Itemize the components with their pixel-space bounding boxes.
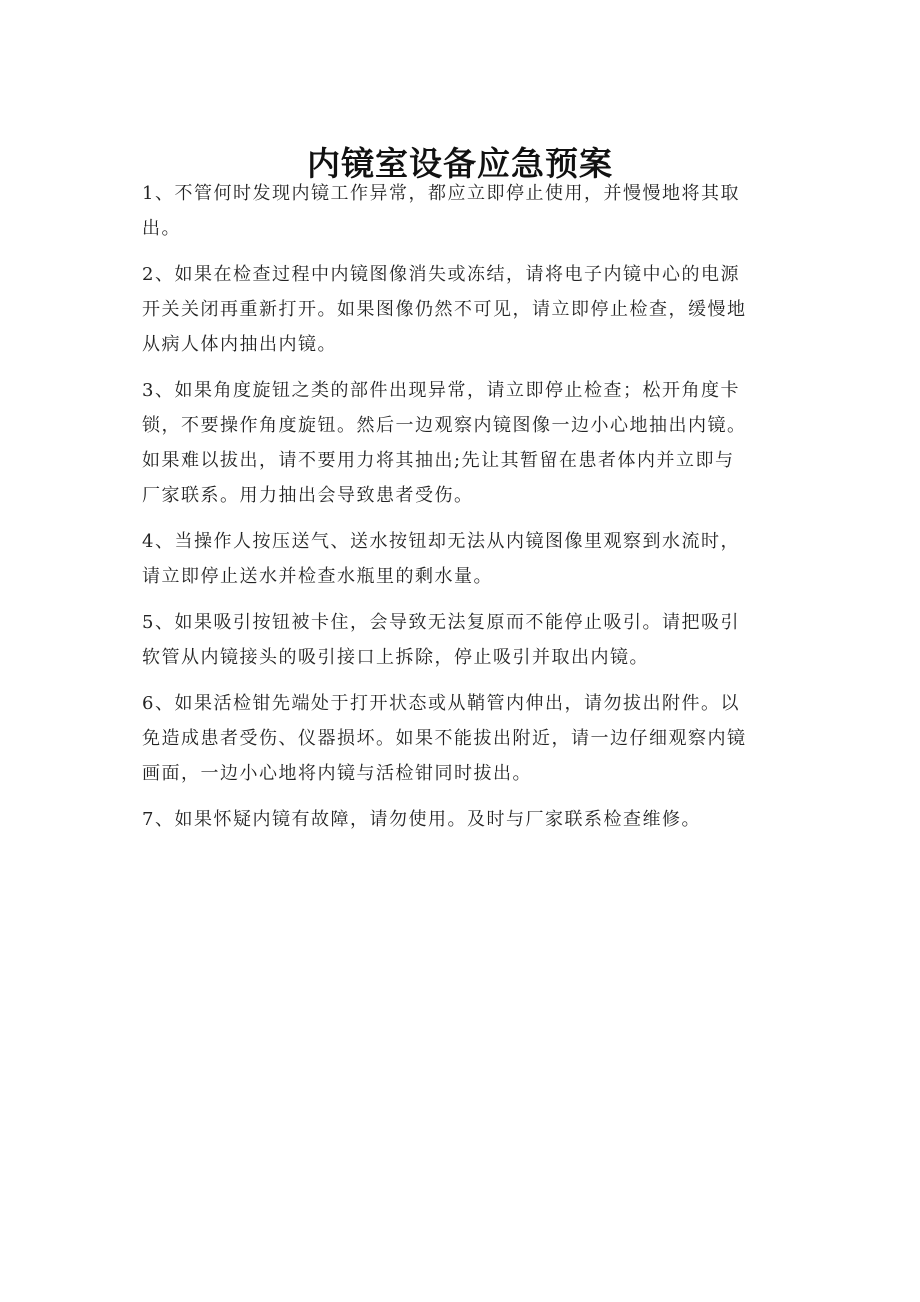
paragraph-7	[142, 802, 812, 837]
paragraph-line: 画面，一边小心地将内镜与活检钳同时拔出。	[142, 763, 532, 784]
paragraph-line: 出。	[142, 218, 181, 239]
paragraph-line: 3、如果角度旋钮之类的部件出现异常，请立即停止检查；松开角度卡	[142, 380, 740, 401]
paragraph-3	[142, 373, 812, 513]
paragraph-line: 4、当操作人按压送气、送水按钮却无法从内镜图像里观察到水流时，	[142, 531, 740, 552]
paragraph-line: 软管从内镜接头的吸引接口上拆除，停止吸引并取出内镜。	[142, 647, 649, 668]
document-body	[142, 176, 812, 848]
paragraph-line: 免造成患者受伤、仪器损坏。如果不能拔出附近，请一边仔细观察内镜	[142, 728, 747, 749]
paragraph-4	[142, 524, 812, 594]
paragraph-line: 锁，不要操作角度旋钮。然后一边观察内镜图像一边小心地抽出内镜。	[142, 415, 747, 436]
paragraph-2	[142, 257, 812, 362]
paragraph-line: 2、如果在检查过程中内镜图像消失或冻结，请将电子内镜中心的电源	[142, 264, 740, 285]
paragraph-line: 请立即停止送水并检查水瓶里的剩水量。	[142, 566, 493, 587]
paragraph-line: 开关关闭再重新打开。如果图像仍然不可见，请立即停止检查，缓慢地	[142, 299, 747, 320]
paragraph-6	[142, 686, 812, 791]
paragraph-line: 6、如果活检钳先端处于打开状态或从鞘管内伸出，请勿拔出附件。以	[142, 693, 740, 714]
paragraph-line: 5、如果吸引按钮被卡住，会导致无法复原而不能停止吸引。请把吸引	[142, 612, 740, 633]
document-title: 内镜室设备应急预案	[307, 144, 613, 184]
paragraph-line: 从病人体内抽出内镜。	[142, 334, 337, 355]
paragraph-1	[142, 176, 812, 246]
paragraph-line: 厂家联系。用力抽出会导致患者受伤。	[142, 485, 474, 506]
paragraph-line: 7、如果怀疑内镜有故障，请勿使用。及时与厂家联系检查维修。	[142, 809, 701, 830]
paragraph-line: 如果难以拔出，请不要用力将其抽出;先让其暂留在患者体内并立即与	[142, 450, 735, 471]
paragraph-line: 1、不管何时发现内镜工作异常，都应立即停止使用，并慢慢地将其取	[142, 183, 740, 204]
paragraph-5	[142, 605, 812, 675]
